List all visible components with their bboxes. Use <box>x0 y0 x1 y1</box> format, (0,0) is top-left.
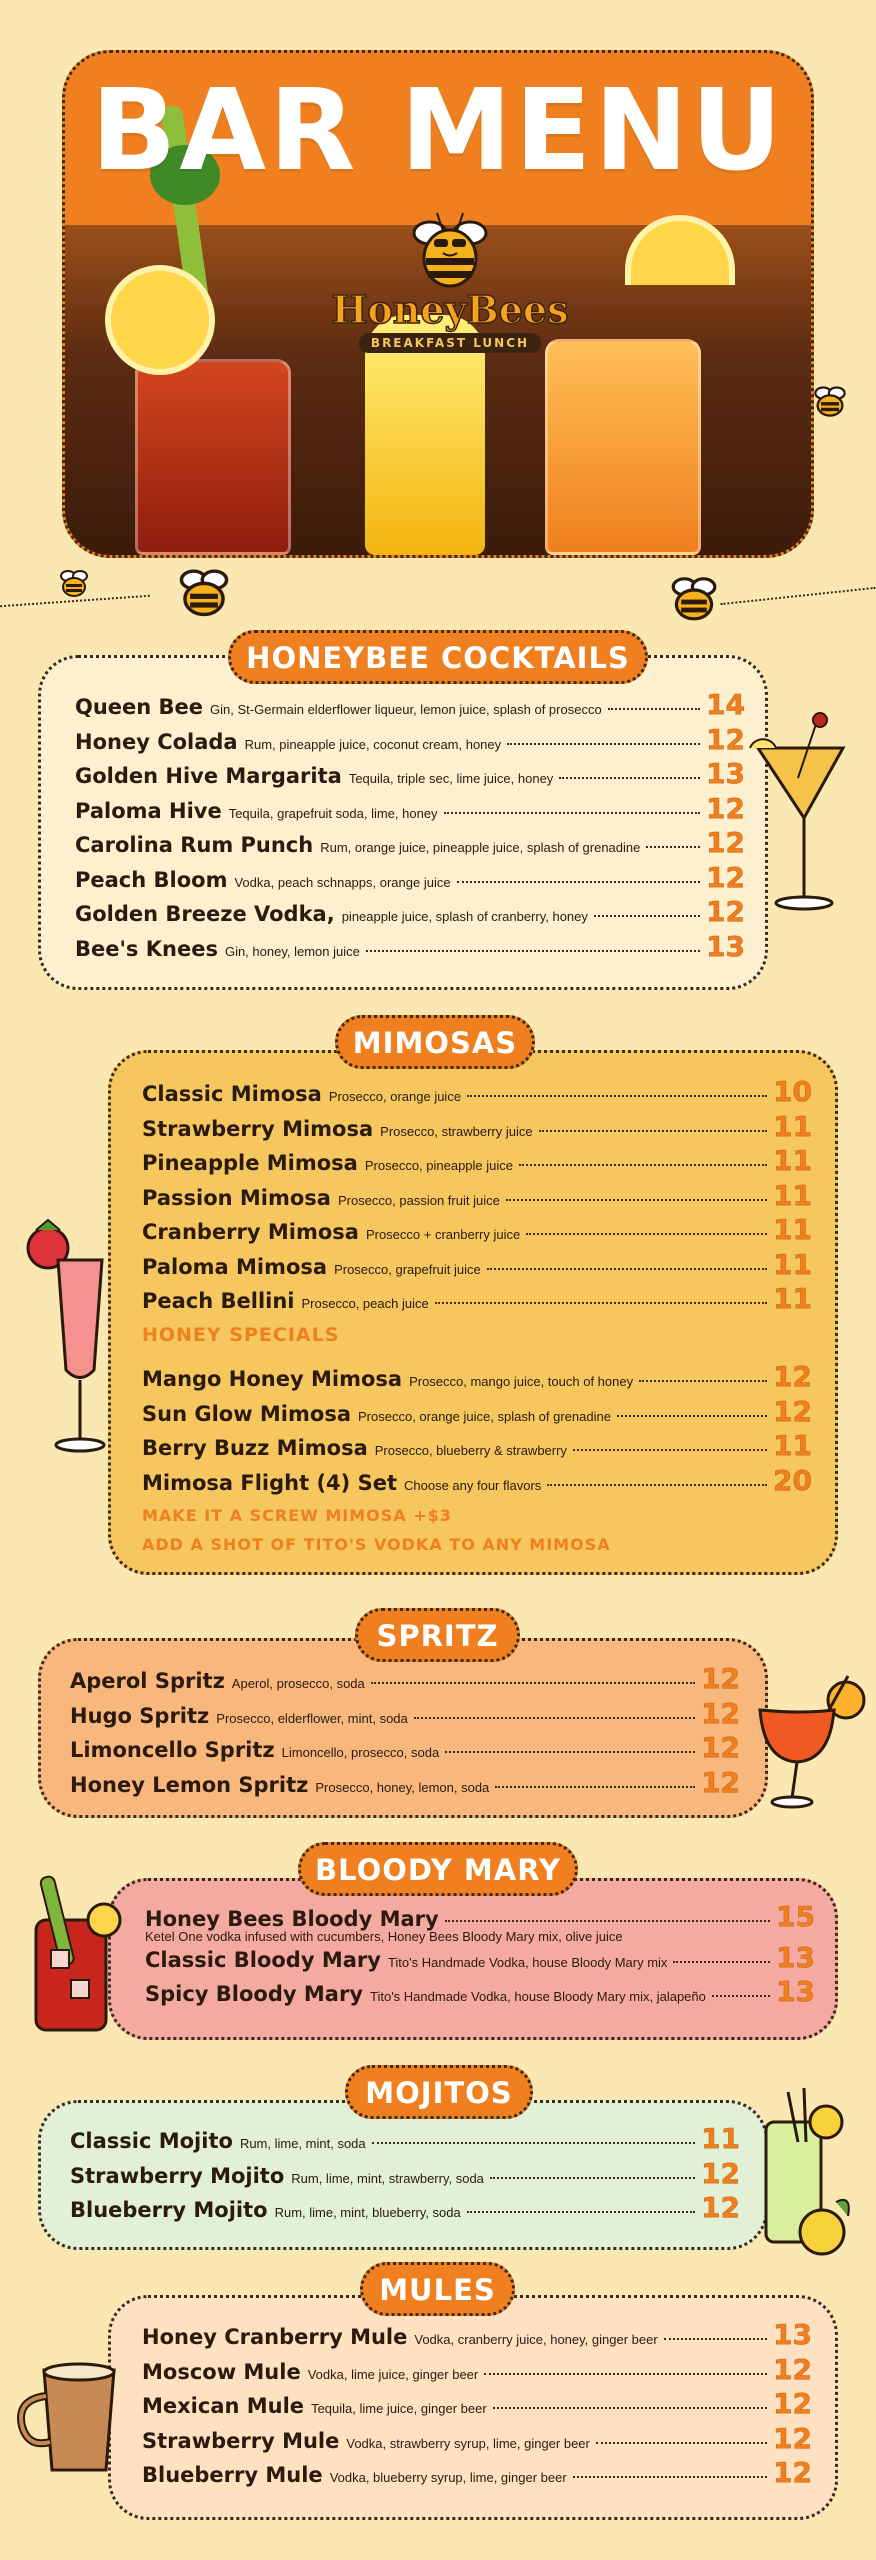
item-description: Rum, lime, mint, soda <box>239 2136 366 2151</box>
item-price: 11 <box>773 1429 812 1462</box>
item-price: 15 <box>776 1900 815 1933</box>
item-name: Classic Mimosa <box>142 1082 322 1106</box>
menu-item <box>142 1144 812 1177</box>
dot-leader <box>467 2211 695 2213</box>
item-name: Blueberry Mule <box>142 2463 323 2487</box>
item-price: 12 <box>773 2421 812 2455</box>
menu-item <box>70 2191 740 2224</box>
item-price: 13 <box>773 2318 812 2351</box>
dot-leader <box>547 1484 767 1486</box>
item-description: Vodka, lime juice, ginger beer <box>307 2366 479 2382</box>
dot-leader <box>539 1130 767 1132</box>
dot-leader <box>507 743 700 745</box>
item-name: Honey Bees Bloody Mary <box>145 1907 439 1931</box>
item-description: Rum, orange juice, pineapple juice, splash of grenadine <box>320 840 641 855</box>
dot-leader <box>596 2442 767 2444</box>
item-price: 12 <box>773 1394 812 1428</box>
item-description: Tequila, lime juice, ginger beer <box>311 2401 487 2416</box>
menu-item <box>75 792 745 825</box>
menu-item <box>142 1213 812 1246</box>
item-price: 12 <box>706 860 745 894</box>
item-description: Prosecco, passion fruit juice <box>337 1192 500 1208</box>
item-description: pineapple juice, splash of cranberry, honey <box>341 909 588 924</box>
item-description: Tito's Handmade Vodka, house Bloody Mary mix, jalapeño <box>370 1989 706 2004</box>
item-price: 14 <box>706 688 745 721</box>
bee-icon <box>176 566 232 622</box>
item-price: 11 <box>701 2122 740 2155</box>
dot-leader <box>372 2142 695 2144</box>
item-price: 11 <box>773 1109 812 1143</box>
item-price: 12 <box>701 1731 740 1764</box>
item-description: Vodka, cranberry juice, honey, ginger beer <box>414 2332 658 2347</box>
item-price: 13 <box>706 757 745 790</box>
item-price: 12 <box>706 895 745 928</box>
item-description: Rum, lime, mint, strawberry, soda <box>291 2170 484 2186</box>
item-description: Prosecco, honey, lemon, soda <box>315 1779 490 1795</box>
item-name: Strawberry Mojito <box>70 2163 285 2188</box>
bee-icon <box>812 384 848 422</box>
menu-item <box>145 1975 815 2008</box>
dot-leader <box>445 1920 770 1922</box>
item-name: Strawberry Mimosa <box>142 1116 374 1141</box>
item-name: Carolina Rum Punch <box>75 833 314 857</box>
item-name: Mimosa Flight (4) Set <box>142 1470 397 1495</box>
item-name: Bee's Knees <box>75 936 218 961</box>
item-name: Passion Mimosa <box>142 1185 331 1210</box>
item-name: Blueberry Mojito <box>70 2198 268 2222</box>
item-price: 11 <box>773 1178 812 1212</box>
cocktails-heading: HONEYBEE COCKTAILS <box>228 630 648 684</box>
item-price: 12 <box>706 791 745 825</box>
mule-mug-icon <box>14 2346 124 2480</box>
item-price: 11 <box>773 1247 812 1281</box>
menu-item <box>145 1941 815 1974</box>
item-name: Classic Bloody Mary <box>145 1947 381 1972</box>
item-name: Mexican Mule <box>142 2394 305 2418</box>
logo-name: HoneyBees <box>331 287 569 332</box>
dot-leader <box>639 1380 767 1382</box>
menu-item <box>75 861 745 894</box>
header-banner <box>62 50 814 558</box>
item-name: Peach Bellini <box>142 1289 295 1313</box>
honey-specials-heading: HONEY SPECIALS <box>142 1324 340 1346</box>
menu-item <box>70 2122 740 2155</box>
item-name: Cranberry Mimosa <box>142 1220 359 1244</box>
dot-leader <box>490 2177 695 2179</box>
menu-item <box>70 1697 740 1730</box>
item-price: 12 <box>701 2191 740 2224</box>
mojitos-heading: MOJITOS <box>345 2065 533 2119</box>
dot-leader <box>608 708 700 710</box>
menu-item <box>142 1248 812 1281</box>
item-name: Peach Bloom <box>75 867 228 892</box>
item-price: 12 <box>773 2387 812 2420</box>
dot-leader <box>467 1095 767 1097</box>
menu-item <box>142 1075 812 1108</box>
dot-leader <box>371 1682 695 1684</box>
item-description: Prosecco, blueberry & strawberry <box>374 1443 567 1458</box>
menu-item <box>142 1429 812 1462</box>
menu-item <box>75 826 745 859</box>
menu-item <box>142 2318 812 2351</box>
item-price: 10 <box>773 1075 812 1108</box>
bloody-mary-heading: BLOODY MARY <box>298 1842 578 1896</box>
dot-leader <box>493 2407 767 2409</box>
menu-item <box>142 1464 812 1497</box>
item-price: 11 <box>773 1282 812 1315</box>
item-price: 12 <box>706 722 745 756</box>
item-description: Rum, pineapple juice, coconut cream, honey <box>244 736 502 752</box>
menu-item <box>142 1282 812 1315</box>
item-name: Honey Lemon Spritz <box>70 1772 309 1797</box>
dot-leader <box>506 1199 767 1201</box>
menu-item <box>70 1766 740 1799</box>
item-name: Berry Buzz Mimosa <box>142 1436 368 1460</box>
item-description: Vodka, blueberry syrup, lime, ginger beer <box>329 2470 567 2485</box>
dot-leader <box>664 2338 767 2340</box>
menu-item <box>75 757 745 790</box>
item-description: Prosecco, elderflower, mint, soda <box>216 1710 408 1726</box>
dot-leader <box>457 881 700 883</box>
item-description: Choose any four flavors <box>403 1477 542 1493</box>
item-name: Paloma Hive <box>75 798 222 823</box>
item-name: Hugo Spritz <box>70 1703 210 1728</box>
item-description: Aperol, prosecco, soda <box>231 1676 365 1691</box>
item-price: 12 <box>701 1696 740 1730</box>
bloody-mary-glass-icon <box>16 1870 126 2044</box>
bee-trail <box>720 587 875 605</box>
item-name: Honey Colada <box>75 729 238 754</box>
item-description: Gin, honey, lemon juice <box>224 943 360 959</box>
item-name: Classic Mojito <box>70 2129 233 2153</box>
spritz-heading: SPRITZ <box>355 1608 520 1662</box>
item-description: Prosecco, mango juice, touch of honey <box>409 1374 634 1389</box>
item-description: Tequila, grapefruit soda, lime, honey <box>228 805 438 821</box>
menu-item <box>142 1395 812 1428</box>
item-name: Limoncello Spritz <box>70 1738 275 1762</box>
dot-leader <box>495 1786 695 1788</box>
menu-item <box>142 2422 812 2455</box>
item-price: 12 <box>773 1360 812 1393</box>
item-description: Prosecco, orange juice <box>328 1089 462 1104</box>
menu-item <box>75 688 745 721</box>
item-description: Gin, St-Germain elderflower liqueur, lemon juice, splash of prosecco <box>210 702 602 717</box>
menu-item <box>142 2456 812 2489</box>
dot-leader <box>646 846 700 848</box>
item-name: Honey Cranberry Mule <box>142 2325 408 2349</box>
item-description: Limoncello, prosecco, soda <box>281 1745 440 1760</box>
item-description: Vodka, strawberry syrup, lime, ginger beer <box>346 2435 590 2451</box>
dot-leader <box>435 1302 767 1304</box>
item-name: Aperol Spritz <box>70 1669 225 1693</box>
dot-leader <box>573 2476 767 2478</box>
item-name: Paloma Mimosa <box>142 1254 328 1279</box>
item-description: Rum, lime, mint, blueberry, soda <box>274 2205 461 2220</box>
dot-leader <box>445 1751 695 1753</box>
bee-icon <box>58 568 90 602</box>
item-price: 12 <box>773 2352 812 2386</box>
mules-heading: MULES <box>360 2262 515 2316</box>
item-description: Prosecco, pineapple juice <box>364 1158 514 1173</box>
spritz-glass-icon <box>752 1670 872 1814</box>
item-description: Prosecco, grapefruit juice <box>334 1261 481 1277</box>
item-price: 11 <box>773 1144 812 1177</box>
item-name: Sun Glow Mimosa <box>142 1401 351 1426</box>
mojito-glass-icon <box>748 2082 858 2266</box>
honeybees-logo <box>330 203 570 363</box>
item-price: 12 <box>706 826 745 859</box>
dot-leader <box>444 812 700 814</box>
logo-tagline: BREAKFAST LUNCH <box>359 333 541 353</box>
dot-leader <box>673 1961 770 1963</box>
item-description: Prosecco + cranberry juice <box>365 1227 521 1242</box>
menu-item <box>75 723 745 756</box>
dot-leader <box>519 1164 767 1166</box>
honey-bees-bloody-desc: Ketel One vodka infused with cucumbers, Honey Bees Bloody Mary mix, olive juice <box>145 1929 623 1944</box>
martini-glass-icon <box>748 708 858 922</box>
dot-leader <box>617 1415 767 1417</box>
item-price: 12 <box>773 2456 812 2489</box>
dot-leader <box>366 950 700 952</box>
titos-note: ADD A SHOT OF TITO'S VODKA TO ANY MIMOSA <box>142 1535 611 1554</box>
bee-icon <box>668 574 720 626</box>
menu-item <box>142 2387 812 2420</box>
item-description: Prosecco, strawberry juice <box>380 1123 533 1139</box>
bee-icon <box>405 203 495 291</box>
menu-item <box>70 2157 740 2190</box>
item-name: Pineapple Mimosa <box>142 1151 358 1175</box>
item-description: Vodka, peach schnapps, orange juice <box>234 874 451 890</box>
item-price: 13 <box>706 929 745 963</box>
menu-item <box>142 1360 812 1393</box>
menu-item <box>75 895 745 928</box>
item-name: Moscow Mule <box>142 2359 301 2384</box>
item-name: Golden Hive Margarita <box>75 764 342 788</box>
item-name: Mango Honey Mimosa <box>142 1367 403 1391</box>
item-price: 12 <box>701 1765 740 1799</box>
item-price: 12 <box>701 1662 740 1695</box>
item-price: 13 <box>776 1975 815 2008</box>
dot-leader <box>559 777 700 779</box>
item-name: Golden Breeze Vodka, <box>75 902 335 926</box>
dot-leader <box>712 1995 770 1997</box>
item-price: 13 <box>776 1940 815 1974</box>
champagne-flute-icon <box>20 1210 120 1464</box>
dot-leader <box>573 1449 767 1451</box>
dot-leader <box>594 915 700 917</box>
item-name: Spicy Bloody Mary <box>145 1982 364 2006</box>
item-description: Tequila, triple sec, lime juice, honey <box>348 771 554 786</box>
item-price: 11 <box>773 1213 812 1246</box>
menu-item <box>70 1662 740 1695</box>
item-description: Tito's Handmade Vodka, house Bloody Mary mix <box>387 1954 668 1970</box>
dot-leader <box>484 2373 767 2375</box>
item-name: Queen Bee <box>75 695 204 719</box>
item-price: 12 <box>701 2156 740 2190</box>
screw-mimosa-note: MAKE IT A SCREW MIMOSA +$3 <box>142 1506 452 1525</box>
menu-item <box>75 930 745 963</box>
page-title: BAR MENU <box>91 66 785 196</box>
dot-leader <box>487 1268 767 1270</box>
dot-leader <box>526 1233 767 1235</box>
item-description: Prosecco, peach juice <box>301 1296 429 1311</box>
item-price: 20 <box>773 1463 812 1497</box>
dot-leader <box>414 1717 695 1719</box>
item-name: Strawberry Mule <box>142 2428 340 2453</box>
menu-item <box>142 1179 812 1212</box>
menu-item <box>70 1731 740 1764</box>
mimosas-heading: MIMOSAS <box>335 1015 535 1069</box>
menu-item <box>142 1110 812 1143</box>
item-description: Prosecco, orange juice, splash of grenadine <box>358 1408 611 1424</box>
menu-item <box>142 2353 812 2386</box>
